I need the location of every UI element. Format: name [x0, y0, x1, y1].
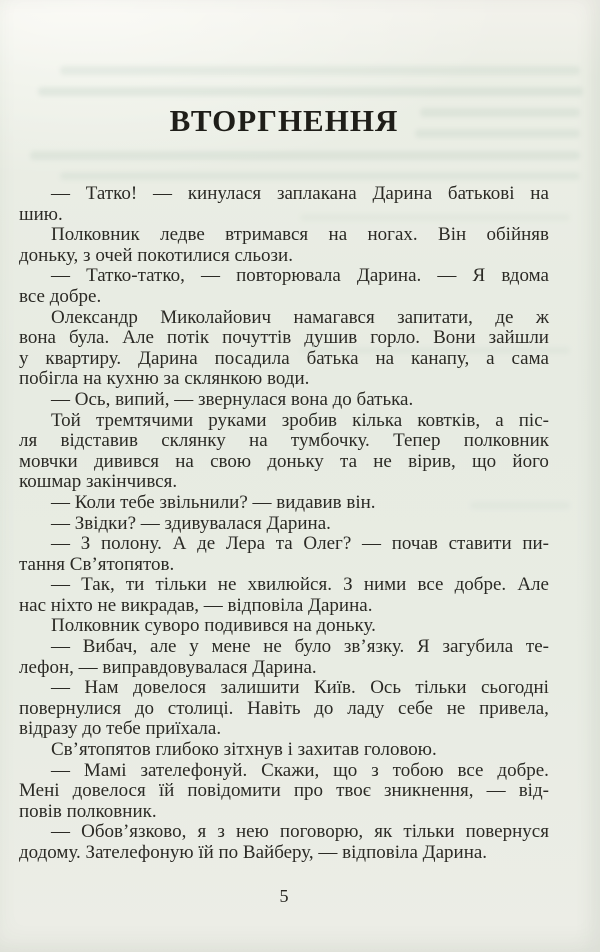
bleed-through-line — [30, 151, 580, 160]
paragraph — [19, 822, 549, 863]
paragraph — [19, 411, 549, 493]
text-line: Полковник ледве втримався на ногах. Він обійняв — [51, 224, 549, 246]
text-line: — Коли тебе звільнили? — видавив він. — [51, 491, 376, 513]
text-line: ля відставив склянку на тумбочку. Тепер полковник — [19, 430, 549, 452]
text-line: — Звідки? — здивувалася Дарина. — [51, 512, 331, 534]
paragraph — [19, 390, 549, 411]
page-number: 5 — [279, 886, 289, 906]
text-line: шию. — [19, 203, 63, 225]
text-line: Той тремтячими руками зробив кілька ковтків, а піс- — [51, 409, 549, 431]
text-line: — З полону. А де Лера та Олег? — почав ставити пи- — [51, 533, 549, 555]
paragraph — [19, 266, 549, 307]
body-text — [19, 184, 549, 864]
text-line: — Вибач, але у мене не було зв’язку. Я загубила те- — [51, 636, 549, 658]
paragraph — [19, 575, 549, 616]
text-line: Св’ятопятов глибоко зітхнув і захитав головою. — [51, 739, 437, 761]
paragraph — [19, 637, 549, 678]
text-line: вона була. Але потік почуттів душив горло. Вони зайшли — [19, 327, 549, 349]
text-line: — Мамі зателефонуй. Скажи, що з тобою все добре. — [51, 759, 549, 781]
text-line: нас ніхто не викрадав, — відповіла Дарина. — [19, 594, 373, 616]
text-line: додому. Зателефоную їй по Вайберу, — відповіла Дарина. — [19, 842, 488, 863]
text-line: — Татко-татко, — повторювала Дарина. — Я вдома — [51, 265, 549, 287]
text-line: Полковник суворо подивився на доньку. — [51, 615, 376, 637]
text-line: кошмар закінчився. — [19, 471, 178, 493]
paragraph — [19, 616, 549, 637]
paragraph — [19, 493, 549, 514]
bleed-through-line — [38, 87, 583, 96]
text-line: мовчки дивився на свою доньку та не вірив, що його — [19, 450, 549, 472]
paragraph — [19, 184, 549, 225]
text-line: лефон, — виправдовувалася Дарина. — [19, 656, 317, 678]
text-line: — Обов’язково, я з нею поговорю, як тільки повернуся — [51, 821, 549, 843]
bleed-through-line — [60, 66, 580, 75]
text-line: у квартиру. Дарина посадила батька на канапу, а сама — [19, 347, 549, 369]
paragraph — [19, 308, 549, 390]
paragraph — [19, 740, 549, 761]
text-line: — Так, ти тільки не хвилюйся. З ними все добре. Але — [51, 574, 549, 596]
paragraph — [19, 534, 549, 575]
text-line: побігла на кухню за склянкою води. — [19, 368, 310, 390]
text-line: Олександр Миколайович намагався запитати, де ж — [51, 306, 549, 328]
text-line: — Нам довелося залишити Київ. Ось тільки сьогодні — [51, 677, 549, 699]
text-line: тання Св’ятопятов. — [19, 553, 175, 575]
text-line: повів полковник. — [19, 800, 157, 822]
text-line: доньку, з очей покотилися сльози. — [19, 244, 293, 266]
chapter-title: ВТОРГНЕННЯ — [169, 103, 399, 138]
paragraph — [19, 514, 549, 535]
paragraph — [19, 761, 549, 823]
text-line: — Ось, випий, — звернулася вона до батька. — [51, 388, 414, 410]
paragraph — [19, 678, 549, 740]
text-line: повернулися до столиці. Навіть до ладу себе не привела, — [19, 697, 549, 719]
paragraph — [19, 225, 549, 266]
text-line: Мені довелося їй повідомити про твоє зникнення, — від- — [19, 780, 549, 802]
text-line: відразу до тебе приїхала. — [19, 718, 222, 740]
text-line: все добре. — [19, 285, 102, 307]
bleed-through-line — [60, 172, 580, 180]
text-line: — Татко! — кинулася заплакана Дарина батькові на — [51, 183, 549, 204]
